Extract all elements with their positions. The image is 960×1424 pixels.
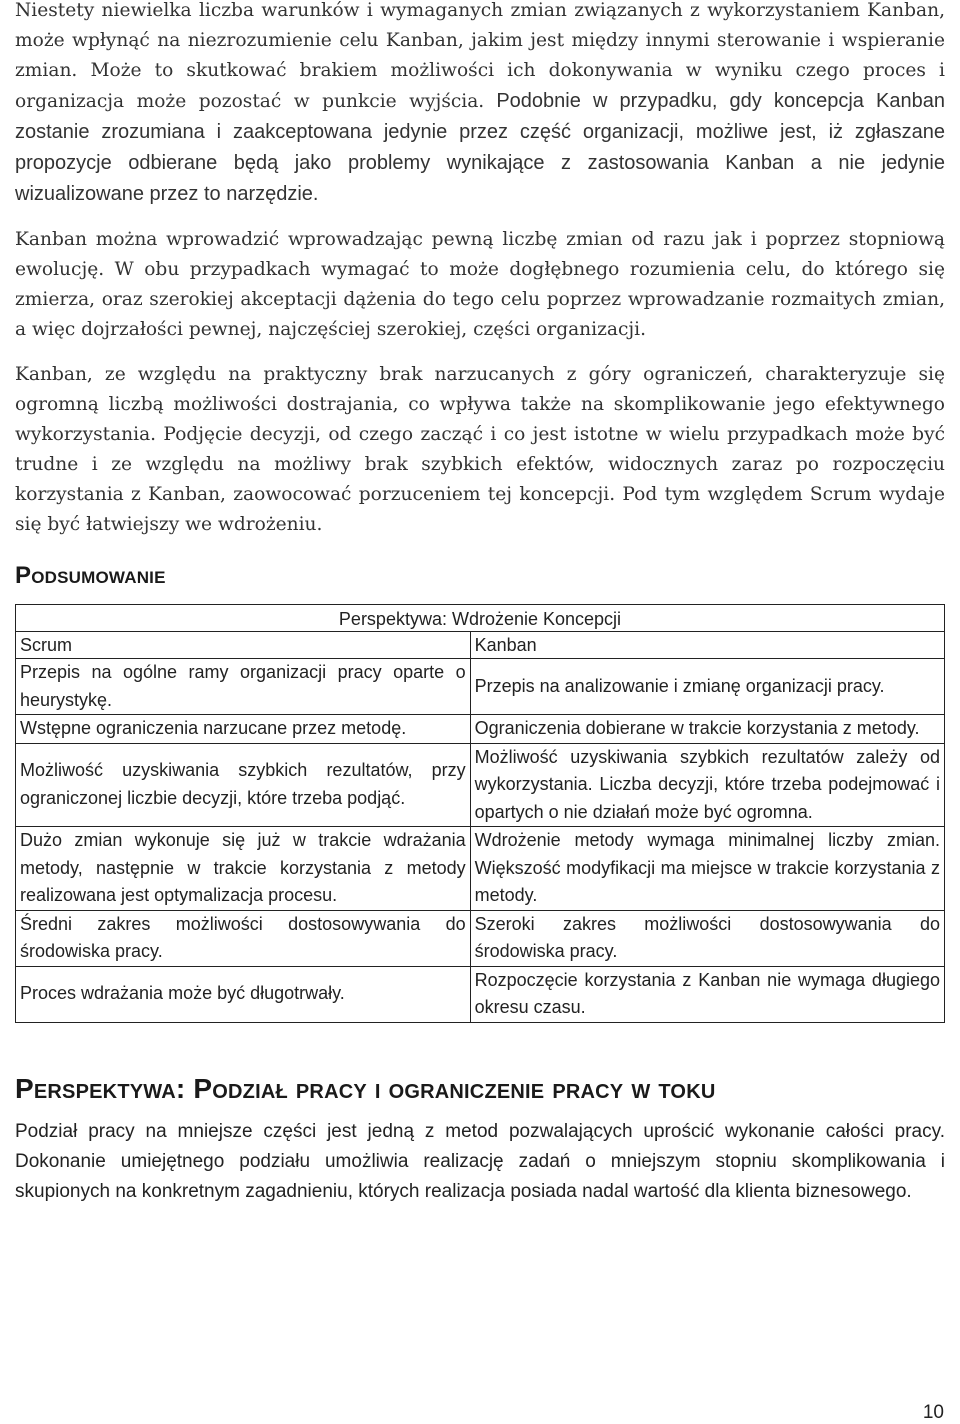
paragraph-kanban-risks-part2: Podobnie w przypadku, gdy koncepcja Kanban zostanie zrozumiana i zaakceptowana jedynie przez część organizacji, możliwe jest, iż zgłaszane propozycje odbierane będą jako problemy wynikające z zastosowania Kanban a nie jedynie wizualizowane przez to narzędzie.: [15, 90, 945, 205]
table-cell-scrum: Możliwość uzyskiwania szybkich rezultatów, przy ograniczonej liczbie decyzji, które trzeba podjąć.: [16, 743, 471, 827]
table-row: [16, 743, 945, 827]
column-header-scrum: Scrum: [16, 632, 471, 659]
paragraph-kanban-risks: [15, 0, 945, 210]
table-header-row: [16, 632, 945, 659]
paragraph-work-division: Podział pracy na mniejsze części jest jedną z metod pozwalających uprościć wykonanie całości pracy. Dokonanie umiejętnego podziału umożliwia realizację zadań o mniejszym stopniu skomplikowania i skupionych na konkretnym zagadnieniu, których realizacja posiada nadal wartość dla klienta biznesowego.: [15, 1120, 945, 1202]
paragraph-kanban-tuning: Kanban, ze względu na praktyczny brak narzucanych z góry ograniczeń, charakteryzuje się ogromną liczbą możliwości dostrajania, co wpływa także na skomplikowanie jego efektywnego wykorzystania. Podjęcie decyzji, od czego zacząć i co jest istotne w wielu przypadkach może być trudne i ze względu na możliwy brak szybkich efektów, widocznych zaraz po rozpoczęciu korzystania z Kanban, zaowocować porzuceniem tej koncepcji. Pod tym względem Scrum wydaje się być łatwiejszy we wdrożeniu.: [15, 364, 945, 535]
table-cell-kanban: Ograniczenia dobierane w trakcie korzystania z metody.: [470, 715, 944, 744]
paragraph-kanban-introduction-part2: W obu przypadkach wymagać to może dogłębnego rozumienia celu, do którego się zmierza, oraz szerokiej akceptacji dążenia do tego celu poprzez wprowadzanie rozmaitych zmian, a więc dojrzałości pewnej, najczęściej szerokiej, części organizacji.: [15, 259, 945, 340]
table-cell-kanban: Możliwość uzyskiwania szybkich rezultatów zależy od wykorzystania. Liczba decyzji, które trzeba podejmować i opartych o nie działań może być ogromna.: [470, 743, 944, 827]
column-header-kanban: Kanban: [470, 632, 944, 659]
section-heading-perspective: Perspektywa: Podział pracy i ograniczenie pracy w toku: [15, 1072, 716, 1104]
table-cell-kanban: Wdrożenie metody wymaga minimalnej liczby zmian. Większość modyfikacji ma miejsce w trakcie korzystania z metody.: [470, 827, 944, 911]
table-row: [16, 910, 945, 966]
section-heading-summary: Podsumowanie: [15, 562, 166, 589]
paragraph-kanban-introduction: [15, 225, 945, 345]
paragraph-kanban-introduction-part1: Kanban można wprowadzić wprowadzając pewną liczbę zmian od razu jak i poprzez stopniową ewolucję.: [15, 229, 945, 280]
table-cell-scrum: Średni zakres możliwości dostosowywania do środowiska pracy.: [16, 910, 471, 966]
table-row: [16, 966, 945, 1022]
table-cell-scrum: Wstępne ograniczenia narzucane przez metodę.: [16, 715, 471, 744]
table-cell-kanban: Szeroki zakres możliwości dostosowywania do środowiska pracy.: [470, 910, 944, 966]
table-row: [16, 659, 945, 715]
table-row: [16, 715, 945, 744]
table-row: [16, 827, 945, 911]
table-cell-scrum: Dużo zmian wykonuje się już w trakcie wdrażania metody, następnie w trakcie korzystania z metody realizowana jest optymalizacja procesu.: [16, 827, 471, 911]
table-cell-scrum: Proces wdrażania może być długotrwały.: [16, 966, 471, 1022]
comparison-table: [15, 604, 945, 1023]
table-caption-row: [16, 605, 945, 632]
page-number: 10: [922, 1402, 944, 1423]
document-page: [15, 0, 945, 1207]
table-cell-scrum: Przepis na ogólne ramy organizacji pracy oparte o heurystykę.: [16, 659, 471, 715]
table-cell-kanban: Przepis na analizowanie i zmianę organizacji pracy.: [470, 659, 944, 715]
table-caption: Perspektywa: Wdrożenie Koncepcji: [16, 605, 945, 632]
table-cell-kanban: Rozpoczęcie korzystania z Kanban nie wymaga długiego okresu czasu.: [470, 966, 944, 1022]
paragraph-kanban-risks-part1: Niestety niewielka liczba warunków i wymaganych zmian związanych z wykorzystaniem Kanban, może wpłynąć na niezrozumienie celu Kanban, jakim jest między innymi sterowanie i wspieranie zmian. Może to skutkować brakiem możliwości ich dokonywania w wyniku czego proces i organizacja może pozostać w punkcie wyjścia.: [15, 0, 945, 112]
